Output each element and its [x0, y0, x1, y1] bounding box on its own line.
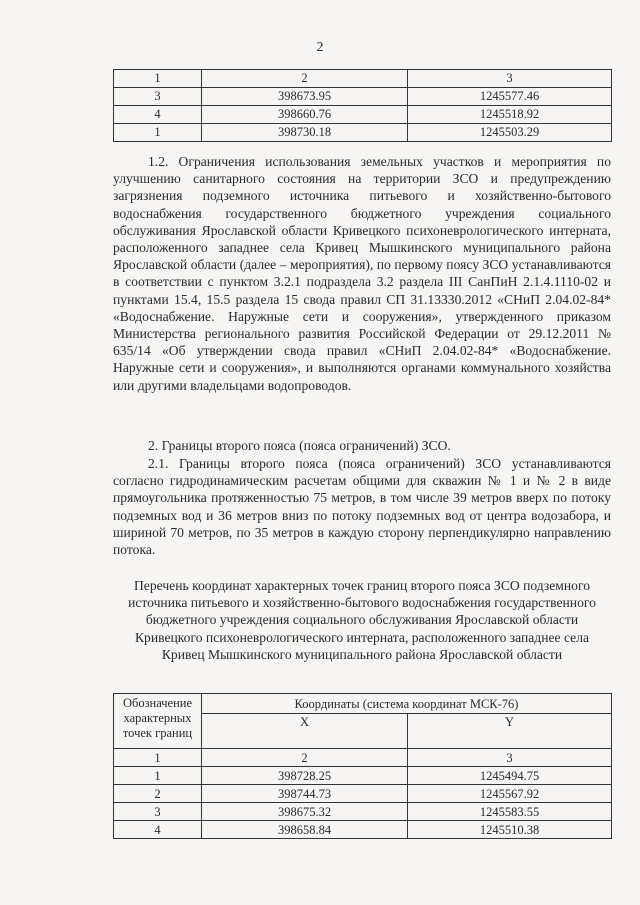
table-row [114, 803, 612, 821]
point-number-cell: 2 [114, 785, 202, 803]
x-coordinate-cell: 398660.76 [202, 106, 408, 124]
y-coordinate-cell: 3 [408, 749, 612, 767]
point-number-cell: 4 [114, 821, 202, 839]
table-row [114, 124, 612, 142]
table-header-row [114, 694, 612, 714]
point-number-cell: 1 [114, 749, 202, 767]
y-coordinate-cell: 1245510.38 [408, 821, 612, 839]
y-coordinate-cell: 1245503.29 [408, 124, 612, 142]
coordinates-table-continued [113, 69, 612, 142]
y-coordinate-cell: 1245577.46 [408, 88, 612, 106]
point-number-cell: 3 [114, 88, 202, 106]
x-coordinate-cell: 398744.73 [202, 785, 408, 803]
y-coordinate-cell: 1245494.75 [408, 767, 612, 785]
table-row [114, 767, 612, 785]
x-coordinate-cell: 398658.84 [202, 821, 408, 839]
y-coordinate-cell: 1245518.92 [408, 106, 612, 124]
x-coordinate-cell: 2 [202, 70, 408, 88]
paragraph-2-1: 2.1. Границы второго пояса (пояса ограничений) ЗСО устанавливаются согласно гидродинамическим расчетам общими для скважин № 1 и № 2 в виде прямоугольника протяженностью 75 метров, в том числе 39 метров вверх по потоку подземных вод и 36 метров вниз по потоку подземных вод от центра водозабора, и шириной 70 метров, по 35 метров в каждую сторону перпендикулярно направлению потока. [113, 456, 611, 558]
y-coordinate-cell: 3 [408, 70, 612, 88]
col-header-coordinates: Координаты (система координат МСК-76) [202, 694, 612, 714]
x-coordinate-cell: 398730.18 [202, 124, 408, 142]
table-row [114, 821, 612, 839]
x-coordinate-cell: 398673.95 [202, 88, 408, 106]
table-row [114, 749, 612, 767]
table-row [114, 88, 612, 106]
table-row [114, 106, 612, 124]
page-number: 2 [316, 40, 324, 55]
col-header-x: X [202, 714, 408, 749]
point-number-cell: 4 [114, 106, 202, 124]
col-header-point: Обозначение характерных точек границ [114, 694, 202, 749]
table-row [114, 785, 612, 803]
paragraph-2: 2. Границы второго пояса (пояса ограничений) ЗСО. [148, 438, 451, 453]
x-coordinate-cell: 2 [202, 749, 408, 767]
coordinates-list-title: Перечень координат характерных точек границ второго пояса ЗСО подземного источника питьевого и хозяйственно-бытового водоснабжения государственного бюджетного учреждения социального обслуживания Ярославской области Кривецкого психоневрологического интерната, расположенного западнее села Кривец Мышкинского муниципального района Ярославской области [128, 578, 596, 662]
second-zone-coordinates-table [113, 693, 612, 839]
y-coordinate-cell: 1245583.55 [408, 803, 612, 821]
paragraph-1-2: 1.2. Ограничения использования земельных участков и мероприятия по улучшению санитарного состояния на территории ЗСО и предупреждению загрязнения подземного источника питьевого и хозяйственно-бытового водоснабжения государственного бюджетного учреждения социального обслуживания Ярославской области Кривецкого психоневрологического интерната, расположенного западнее села Кривец Мышкинского муниципального района Ярославской области (далее – мероприятия), по первому поясу ЗСО устанавливаются в соответствии с пунктом 3.2.1 подраздела 3.2 раздела III СанПиН 2.1.4.1110-02 и пунктами 15.4, 15.5 раздела 15 свода правил СП 31.13330.2012 «СНиП 2.04.02-84* «Водоснабжение. Наружные сети и сооружения», утвержденного приказом Министерства регионального развития Российской Федерации от 29.12.2011 № 635/14 «Об утверждении свода правил «СНиП 2.04.02-84* «Водоснабжение. Наружные сети и сооружения», и выполняются органами коммунального хозяйства или другими владельцами водопроводов. [113, 154, 611, 393]
col-header-y: Y [408, 714, 612, 749]
y-coordinate-cell: 1245567.92 [408, 785, 612, 803]
point-number-cell: 3 [114, 803, 202, 821]
point-number-cell: 1 [114, 124, 202, 142]
point-number-cell: 1 [114, 767, 202, 785]
table-row [114, 70, 612, 88]
x-coordinate-cell: 398675.32 [202, 803, 408, 821]
x-coordinate-cell: 398728.25 [202, 767, 408, 785]
point-number-cell: 1 [114, 70, 202, 88]
